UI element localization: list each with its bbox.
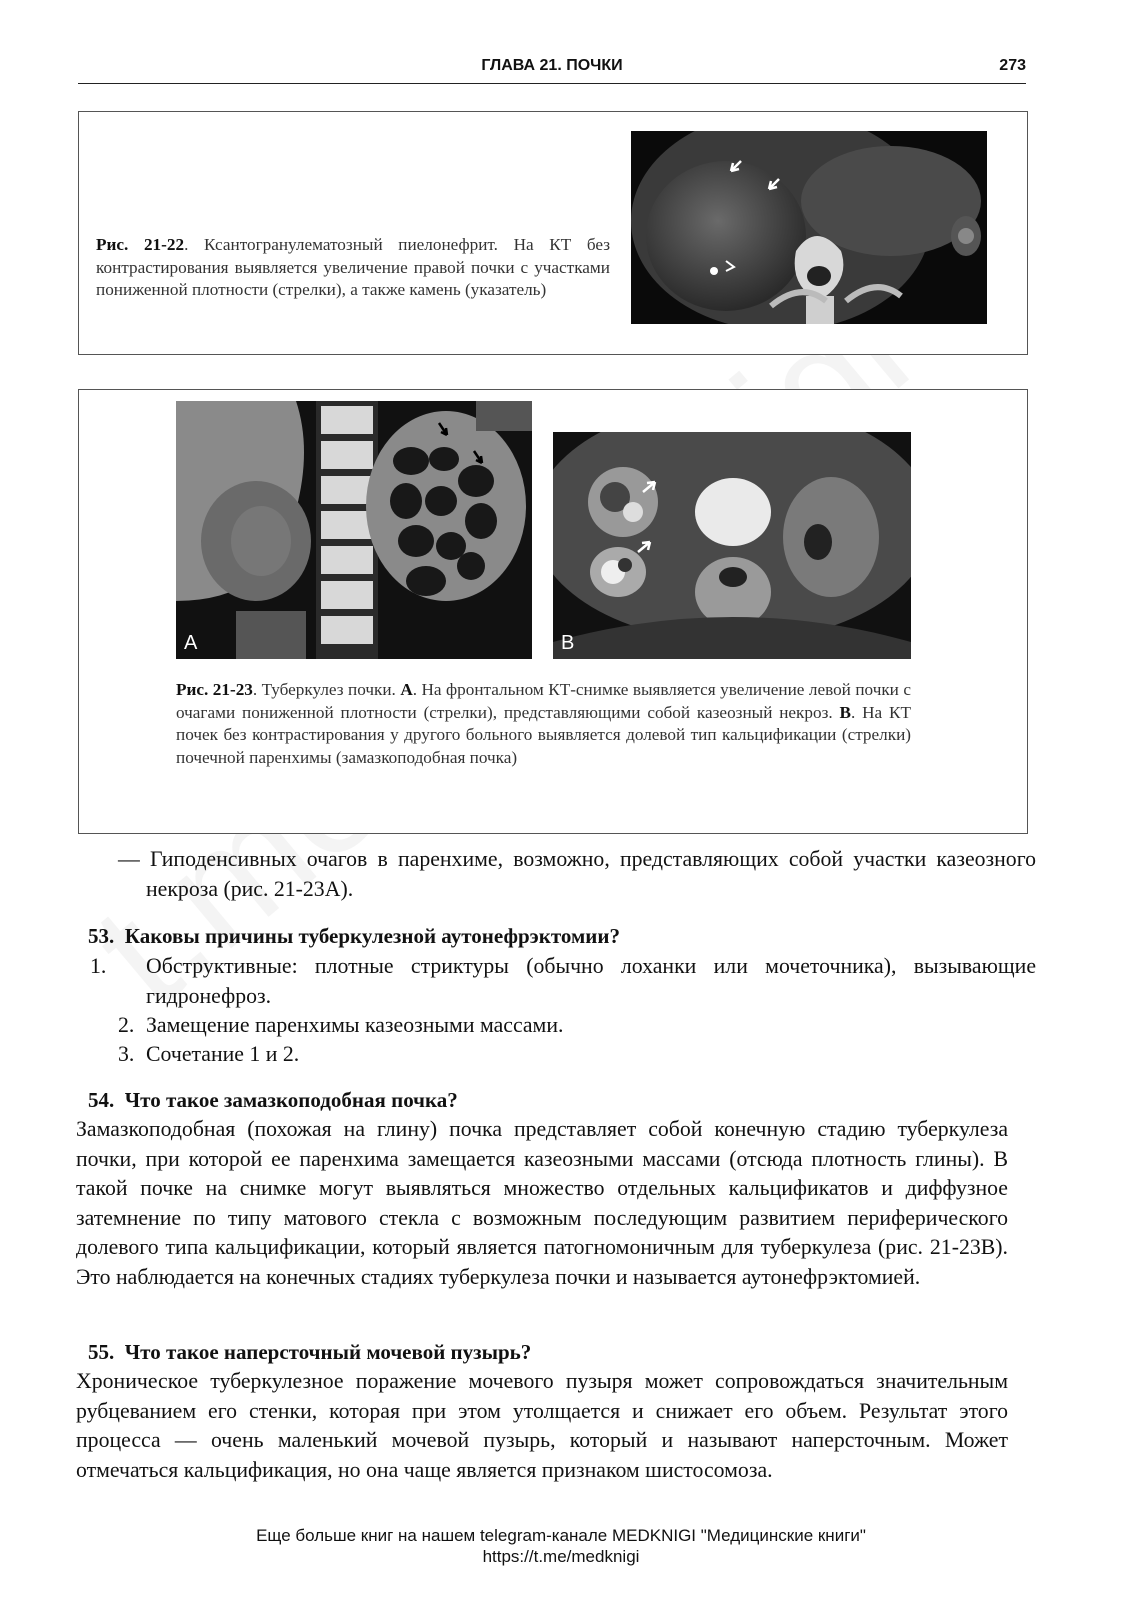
figure-21-22-label: Рис. 21-22 <box>96 235 185 254</box>
ct-image-panel-b <box>553 432 911 659</box>
running-head <box>78 55 1026 84</box>
question-53-item-3: 3. Сочетание 1 и 2. <box>118 1042 300 1066</box>
chapter-title: ГЛАВА 21. ПОЧКИ <box>481 57 623 74</box>
ct-image-axial-kidney <box>631 131 987 324</box>
ct-image-panel-a <box>176 401 532 659</box>
panel-a-letter: A <box>184 632 198 654</box>
figure-21-22-caption: Рис. 21-22. Ксантогранулематозный пиелонефрит. На КТ без контрастирования выявляется увеличение правой почки с участками пониженной плотности (стрелки), а также камень (указатель) <box>96 235 610 299</box>
figure-21-23 <box>78 389 1028 834</box>
footer-telegram-promo: Еще больше книг на нашем telegram-канале MEDKNIGI "Медицинские книги" <box>256 1526 866 1545</box>
question-55-heading: 55. Что такое наперсточный мочевой пузырь? <box>88 1340 532 1364</box>
dash-list-item: — Гиподенсивных очагов в паренхиме, возможно, представляющих собой участки казеозного некроза (рис. 21-23А). <box>118 847 1036 901</box>
question-54-heading: 54. Что такое замазкоподобная почка? <box>88 1088 458 1112</box>
figure-21-23-label: Рис. 21-23 <box>176 680 253 699</box>
question-53-item-1: 1. Обструктивные: плотные стриктуры (обычно лоханки или мочеточника), вызывающие гидронефроз. <box>90 954 1036 1008</box>
panel-b-letter: B <box>561 632 575 654</box>
question-53-heading: 53. Каковы причины туберкулезной аутонефрэктомии? <box>88 924 620 948</box>
page-number: 273 <box>999 57 1026 74</box>
question-55-paragraph: Хроническое туберкулезное поражение мочевого пузыря может сопровождаться значительным рубцеванием его стенки, которая при этом утолщается и снижает его объем. Результат этого процесса — очень маленький мочевой пузырь, который и называют наперсточным. Может отмечаться кальцификация, но она чаще является признаком шистосомоза. <box>76 1369 1008 1482</box>
footer-telegram-link[interactable]: https://t.me/medknigi <box>482 1547 640 1566</box>
figure-21-22 <box>78 111 1028 355</box>
figure-21-23-caption: Рис. 21-23. Туберкулез почки. А. На фронтальном КТ-снимке выявляется увеличение левой почки с очагами пониженной плотности (стрелки), представляющими собой казеозный некроз. В. На КТ почек без контрастирования у другого больного выявляется долевой тип кальцификации (стрелки) почечной паренхимы (замазкоподобная почка) <box>176 680 911 767</box>
question-54-paragraph: Замазкоподобная (похожая на глину) почка представляет собой конечную стадию туберкулеза почки, при которой ее паренхима замещается казеозными массами (отсюда плотность глины). В такой почке на снимке могут выявляться множество отдельных кальцификатов и диффузное затемнение по типу матового стекла с возможным последующим развитием периферического долевого типа кальцификации, который является патогномоничным для туберкулеза (рис. 21-23В). Это наблюдается на конечных стадиях туберкулеза почки и называется аутонефрэктомией. <box>76 1117 1008 1289</box>
question-53-item-2: 2. Замещение паренхимы казеозными массами. <box>118 1013 564 1037</box>
